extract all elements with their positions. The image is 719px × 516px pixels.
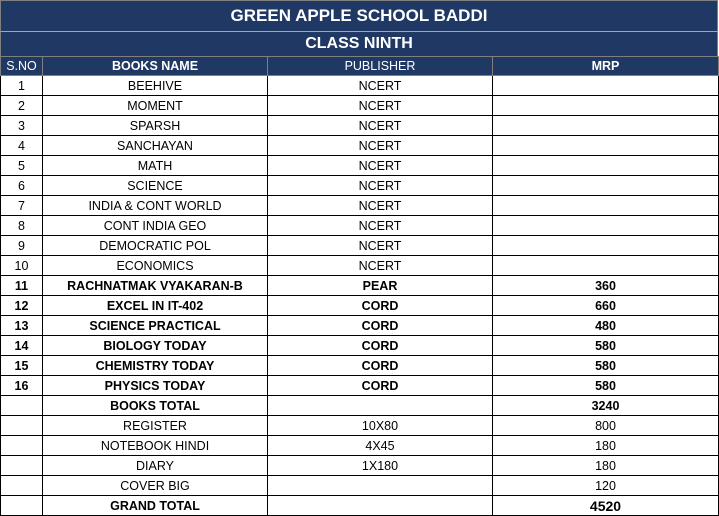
table-row xyxy=(1,396,719,416)
cell-sno[interactable]: 13 xyxy=(1,316,43,336)
header-book-name[interactable]: BOOKS NAME xyxy=(43,57,268,76)
cell-publisher[interactable]: CORD xyxy=(268,356,493,376)
cell-book-name[interactable]: COVER BIG xyxy=(43,476,268,496)
cell-publisher[interactable]: CORD xyxy=(268,316,493,336)
cell-publisher[interactable]: CORD xyxy=(268,336,493,356)
cell-book-name[interactable]: MATH xyxy=(43,156,268,176)
cell-sno[interactable] xyxy=(1,476,43,496)
table-row xyxy=(1,76,719,96)
cell-book-name[interactable]: MOMENT xyxy=(43,96,268,116)
cell-mrp[interactable]: 4520 xyxy=(493,496,719,516)
cell-sno[interactable]: 14 xyxy=(1,336,43,356)
header-row xyxy=(1,57,719,76)
cell-book-name[interactable]: NOTEBOOK HINDI xyxy=(43,436,268,456)
cell-sno[interactable]: 12 xyxy=(1,296,43,316)
table-row xyxy=(1,176,719,196)
cell-sno[interactable] xyxy=(1,436,43,456)
table-row xyxy=(1,276,719,296)
cell-publisher[interactable] xyxy=(268,476,493,496)
cell-sno[interactable]: 3 xyxy=(1,116,43,136)
cell-publisher[interactable]: CORD xyxy=(268,376,493,396)
cell-sno[interactable]: 4 xyxy=(1,136,43,156)
cell-publisher[interactable]: NCERT xyxy=(268,196,493,216)
cell-book-name[interactable]: SCIENCE PRACTICAL xyxy=(43,316,268,336)
table-row xyxy=(1,316,719,336)
cell-mrp[interactable] xyxy=(493,116,719,136)
cell-book-name[interactable]: PHYSICS TODAY xyxy=(43,376,268,396)
table-row xyxy=(1,236,719,256)
cell-publisher[interactable]: NCERT xyxy=(268,136,493,156)
cell-publisher[interactable]: 10X80 xyxy=(268,416,493,436)
cell-sno[interactable] xyxy=(1,496,43,516)
cell-mrp[interactable] xyxy=(493,76,719,96)
cell-mrp[interactable] xyxy=(493,216,719,236)
cell-sno[interactable]: 11 xyxy=(1,276,43,296)
header-sno[interactable]: S.NO xyxy=(1,57,43,76)
cell-publisher[interactable]: NCERT xyxy=(268,176,493,196)
cell-book-name[interactable]: INDIA & CONT WORLD xyxy=(43,196,268,216)
cell-mrp[interactable] xyxy=(493,176,719,196)
cell-book-name[interactable]: BIOLOGY TODAY xyxy=(43,336,268,356)
cell-publisher[interactable]: PEAR xyxy=(268,276,493,296)
table-row xyxy=(1,216,719,236)
cell-sno[interactable]: 8 xyxy=(1,216,43,236)
cell-mrp[interactable]: 800 xyxy=(493,416,719,436)
cell-publisher[interactable]: NCERT xyxy=(268,76,493,96)
cell-mrp[interactable]: 360 xyxy=(493,276,719,296)
cell-book-name[interactable]: BEEHIVE xyxy=(43,76,268,96)
cell-publisher[interactable]: NCERT xyxy=(268,116,493,136)
cell-sno[interactable]: 7 xyxy=(1,196,43,216)
cell-mrp[interactable]: 180 xyxy=(493,436,719,456)
cell-sno[interactable]: 15 xyxy=(1,356,43,376)
cell-book-name[interactable]: SANCHAYAN xyxy=(43,136,268,156)
cell-publisher[interactable]: NCERT xyxy=(268,216,493,236)
cell-mrp[interactable]: 660 xyxy=(493,296,719,316)
cell-sno[interactable]: 1 xyxy=(1,76,43,96)
cell-sno[interactable]: 5 xyxy=(1,156,43,176)
table-row xyxy=(1,436,719,456)
cell-sno[interactable] xyxy=(1,416,43,436)
cell-mrp[interactable]: 180 xyxy=(493,456,719,476)
cell-mrp[interactable]: 580 xyxy=(493,356,719,376)
cell-book-name[interactable]: EXCEL IN IT-402 xyxy=(43,296,268,316)
header-mrp[interactable]: MRP xyxy=(493,57,719,76)
table-row xyxy=(1,196,719,216)
cell-sno[interactable] xyxy=(1,396,43,416)
school-title: GREEN APPLE SCHOOL BADDI xyxy=(0,0,718,31)
table-row xyxy=(1,356,719,376)
table-row xyxy=(1,416,719,436)
cell-publisher[interactable] xyxy=(268,496,493,516)
cell-book-name[interactable]: DEMOCRATIC POL xyxy=(43,236,268,256)
table-row xyxy=(1,116,719,136)
table-row xyxy=(1,156,719,176)
table-row xyxy=(1,296,719,316)
cell-publisher[interactable]: 1X180 xyxy=(268,456,493,476)
table-row xyxy=(1,256,719,276)
table-row xyxy=(1,96,719,116)
cell-book-name[interactable]: GRAND TOTAL xyxy=(43,496,268,516)
cell-sno[interactable]: 6 xyxy=(1,176,43,196)
cell-book-name[interactable]: CHEMISTRY TODAY xyxy=(43,356,268,376)
cell-publisher[interactable]: NCERT xyxy=(268,256,493,276)
cell-book-name[interactable]: REGISTER xyxy=(43,416,268,436)
cell-book-name[interactable]: CONT INDIA GEO xyxy=(43,216,268,236)
cell-publisher[interactable]: NCERT xyxy=(268,236,493,256)
book-list-table xyxy=(0,56,719,516)
cell-sno[interactable]: 16 xyxy=(1,376,43,396)
table-row xyxy=(1,336,719,356)
cell-sno[interactable]: 9 xyxy=(1,236,43,256)
cell-publisher[interactable] xyxy=(268,396,493,416)
cell-book-name[interactable]: ECONOMICS xyxy=(43,256,268,276)
cell-book-name[interactable]: DIARY xyxy=(43,456,268,476)
cell-publisher[interactable]: CORD xyxy=(268,296,493,316)
cell-publisher[interactable]: NCERT xyxy=(268,156,493,176)
cell-mrp[interactable]: 120 xyxy=(493,476,719,496)
cell-mrp[interactable] xyxy=(493,256,719,276)
cell-sno[interactable] xyxy=(1,456,43,476)
cell-mrp[interactable]: 3240 xyxy=(493,396,719,416)
cell-mrp[interactable] xyxy=(493,96,719,116)
cell-mrp[interactable]: 580 xyxy=(493,336,719,356)
table-body xyxy=(1,76,719,516)
table-row xyxy=(1,376,719,396)
cell-publisher[interactable]: NCERT xyxy=(268,96,493,116)
cell-mrp[interactable] xyxy=(493,236,719,256)
header-publisher[interactable]: PUBLISHER xyxy=(268,57,493,76)
cell-mrp[interactable]: 480 xyxy=(493,316,719,336)
cell-sno[interactable]: 2 xyxy=(1,96,43,116)
cell-book-name[interactable]: RACHNATMAK VYAKARAN-B xyxy=(43,276,268,296)
cell-mrp[interactable]: 580 xyxy=(493,376,719,396)
table-row xyxy=(1,456,719,476)
cell-mrp[interactable] xyxy=(493,136,719,156)
cell-sno[interactable]: 10 xyxy=(1,256,43,276)
class-title: CLASS NINTH xyxy=(0,31,718,56)
table-row xyxy=(1,496,719,516)
cell-mrp[interactable] xyxy=(493,196,719,216)
table-row xyxy=(1,476,719,496)
table-row xyxy=(1,136,719,156)
cell-mrp[interactable] xyxy=(493,156,719,176)
cell-book-name[interactable]: BOOKS TOTAL xyxy=(43,396,268,416)
cell-book-name[interactable]: SPARSH xyxy=(43,116,268,136)
cell-publisher[interactable]: 4X45 xyxy=(268,436,493,456)
cell-book-name[interactable]: SCIENCE xyxy=(43,176,268,196)
